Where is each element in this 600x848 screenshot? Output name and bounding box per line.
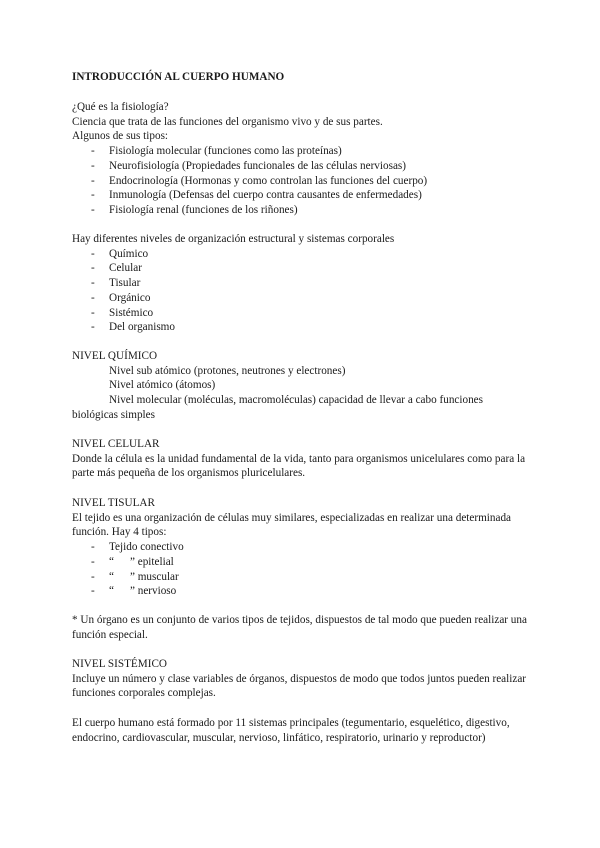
section-sistemico bbox=[72, 657, 534, 701]
list-item bbox=[72, 584, 534, 599]
sistemico-text: Incluye un número y clase variables de órganos, dispuestos de modo que todos juntos pueden realizar bbox=[72, 672, 527, 685]
tipo-name: ” muscular bbox=[129, 570, 179, 583]
celular-text: Donde la célula es la unidad fundamental de la vida, tanto para organismos unicelulares como para la bbox=[72, 452, 526, 465]
quimico-line: Nivel molecular (moléculas, macromoléculas) capacidad de llevar a cabo funciones bbox=[109, 394, 483, 407]
tipo-name: ” nervioso bbox=[129, 585, 177, 598]
list-item: - Inmunología (Defensas del cuerpo contra causantes de enfermedades) bbox=[72, 188, 534, 203]
quimico-line: Nivel sub atómico (protones, neutrones y electrones) bbox=[109, 364, 346, 377]
ditto-mark: “ bbox=[109, 585, 114, 598]
quimico-line: Nivel atómico (átomos) bbox=[109, 379, 216, 392]
section-organo bbox=[72, 613, 534, 642]
celular-heading: NIVEL CELULAR bbox=[72, 438, 160, 450]
cuerpo-text: endocrino, cardiovascular, muscular, nervioso, linfático, respiratorio, urinario y reproductor) bbox=[72, 731, 486, 744]
tipo-name: ” epitelial bbox=[129, 555, 174, 568]
ditto-mark: “ bbox=[109, 555, 114, 568]
section-tisular bbox=[72, 496, 534, 599]
list-item: - Orgánico bbox=[72, 291, 534, 306]
quimico-heading: NIVEL QUÍMICO bbox=[72, 350, 158, 362]
list-item: - Celular bbox=[72, 261, 534, 276]
list-item bbox=[72, 570, 534, 585]
list-item: - Tisular bbox=[72, 276, 534, 291]
fisiologia-types-list bbox=[72, 144, 534, 218]
section-cuerpo bbox=[72, 716, 534, 745]
sistemico-text: funciones corporales complejas. bbox=[72, 687, 216, 700]
tisular-text: El tejido es una organización de células muy similares, especializadas en realizar una determinada bbox=[72, 511, 512, 524]
list-item bbox=[72, 555, 534, 570]
page-title: INTRODUCCIÓN AL CUERPO HUMANO bbox=[72, 71, 285, 83]
organo-text: función especial. bbox=[72, 628, 148, 641]
section-niveles bbox=[72, 232, 534, 335]
sistemico-heading: NIVEL SISTÉMICO bbox=[72, 658, 167, 670]
ditto-mark: “ bbox=[109, 570, 114, 583]
tipo-name: Tejido conectivo bbox=[109, 541, 184, 554]
fisiologia-question: ¿Qué es la fisiología? bbox=[72, 101, 169, 113]
fisiologia-types-intro: Algunos de sus tipos: bbox=[72, 130, 169, 143]
cuerpo-text: El cuerpo humano está formado por 11 sistemas principales (tegumentario, esquelético, digestivo, bbox=[72, 717, 510, 729]
fisiologia-definition: Ciencia que trata de las funciones del organismo vivo y de sus partes. bbox=[72, 115, 383, 128]
section-fisiologia bbox=[72, 100, 534, 218]
niveles-intro: Hay diferentes niveles de organización estructural y sistemas corporales bbox=[72, 233, 395, 245]
list-item: - Químico bbox=[72, 247, 534, 262]
list-item: - Fisiología renal (funciones de los riñones) bbox=[72, 203, 534, 218]
list-item: - Fisiología molecular (funciones como las proteínas) bbox=[72, 144, 534, 159]
list-item: - Del organismo bbox=[72, 320, 534, 335]
tisular-text: función. Hay 4 tipos: bbox=[72, 526, 167, 539]
list-item: - Endocrinología (Hormonas y como controlan las funciones del cuerpo) bbox=[72, 174, 534, 189]
celular-text: parte más pequeña de los organismos pluricelulares. bbox=[72, 467, 306, 480]
list-item: - Sistémico bbox=[72, 306, 534, 321]
tisular-tipos-list bbox=[72, 540, 534, 599]
section-quimico bbox=[72, 349, 534, 423]
list-item: - Neurofisiología (Propiedades funcionales de las células nerviosas) bbox=[72, 159, 534, 174]
organo-text: * Un órgano es un conjunto de varios tipos de tejidos, dispuestos de tal modo que pueden realizar una bbox=[72, 614, 527, 626]
tisular-heading: NIVEL TISULAR bbox=[72, 497, 155, 509]
section-celular bbox=[72, 437, 534, 481]
list-item bbox=[72, 540, 534, 555]
quimico-continuation: biológicas simples bbox=[72, 408, 155, 421]
niveles-list bbox=[72, 247, 534, 335]
